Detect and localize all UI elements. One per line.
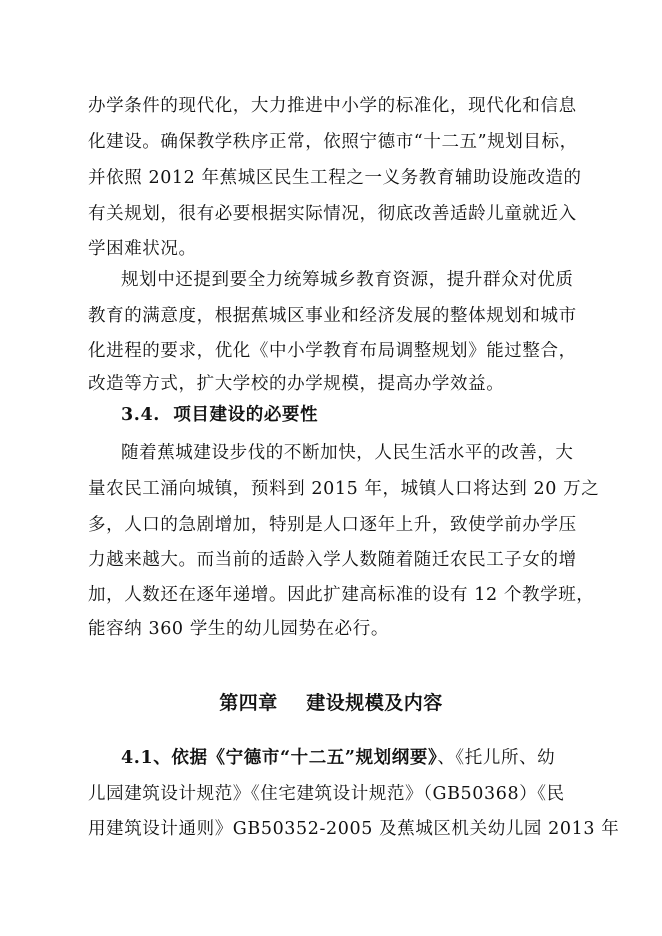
- paragraph-4-line-2: 儿园建筑设计规范》《住宅建筑设计规范》（GB50368）《民: [88, 784, 565, 804]
- paragraph-1-line-5: 学困难状况。: [88, 239, 197, 259]
- paragraph-1-line-4: 有关规划，很有必要根据实际情况，彻底改善适龄儿童就近入: [88, 204, 577, 224]
- paragraph-4-lead-rest: 、《托儿所、幼: [437, 748, 556, 768]
- paragraph-1-line-1: 办学条件的现代化，大力推进中小学的标准化，现代化和信息: [88, 96, 577, 116]
- paragraph-2-line-3: 化进程的要求，优化《中小学教育布局调整规划》能过整合，: [88, 341, 577, 361]
- paragraph-2-line-2: 教育的满意度，根据蕉城区事业和经济发展的整体规划和城市: [88, 306, 577, 326]
- paragraph-3-line-6: 能容纳 360 学生的幼儿园势在必行。: [88, 619, 389, 639]
- paragraph-1-line-2: 化建设。确保教学秩序正常，依照宁德市“十二五”规划目标，: [88, 132, 578, 152]
- paragraph-3-line-1: 随着蕉城建设步伐的不断加快，人民生活水平的改善，大: [121, 443, 574, 463]
- paragraph-2-line-1: 规划中还提到要全力统筹城乡教育资源，提升群众对优质: [121, 270, 574, 290]
- paragraph-2-line-4: 改造等方式，扩大学校的办学规模，提高办学效益。: [88, 374, 505, 394]
- paragraph-3-line-3: 多，人口的急剧增加，特别是人口逐年上升，致使学前办学压: [88, 515, 577, 535]
- paragraph-3-line-2: 量农民工涌向城镇，预料到 2015 年，城镇人口将达到 20 万之: [88, 479, 600, 499]
- section-heading: 3.4. 项目建设的必要性: [121, 405, 319, 425]
- paragraph-3-line-4: 力越来越大。而当前的适龄入学人数随着随迁农民工子女的增: [88, 550, 577, 570]
- paragraph-1-line-3: 并依照 2012 年蕉城区民生工程之一义务教育辅助设施改造的: [88, 168, 582, 188]
- paragraph-4-line-1: [121, 747, 555, 769]
- paragraph-4-bold-lead: 4.1、依据《宁德市“十二五”规划纲要》: [121, 748, 438, 768]
- chapter-title: 第四章 建设规模及内容: [219, 692, 443, 714]
- paragraph-3-line-5: 加，人数还在逐年递增。因此扩建高标准的设有 12 个教学班，: [88, 585, 595, 605]
- paragraph-4-line-3: 用建筑设计通则》GB50352-2005 及蕉城区机关幼儿园 2013 年: [88, 819, 620, 839]
